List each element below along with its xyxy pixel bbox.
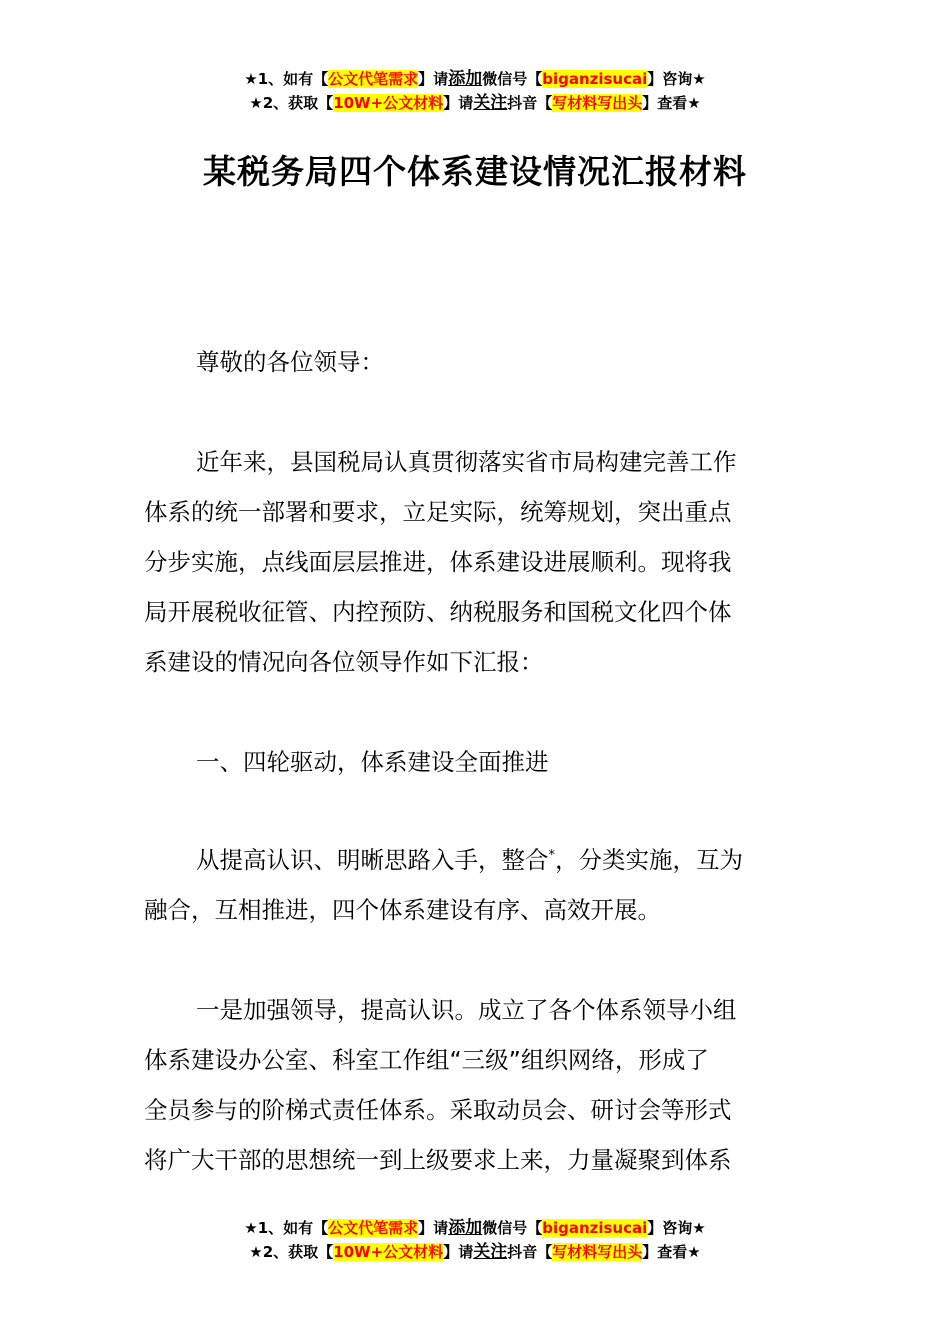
paragraph-line: 近年来，县国税局认真贯彻落实省市局构建完善工作 [196, 448, 737, 476]
banner-text: 】咨询★ [647, 1219, 706, 1237]
paragraph-text: ，分类实施，互为 [555, 846, 743, 874]
highlight-service: 公文代笔需求 [328, 70, 419, 88]
highlight-douyin-id: 写材料写出头 [552, 1243, 643, 1261]
paragraph-line: 系建设的情况向各位领导作如下汇报： [144, 648, 544, 676]
banner-text: 】请 [443, 94, 474, 112]
footer-banner [0, 1216, 950, 1264]
banner-text: ★2、获取【 [249, 94, 334, 112]
highlight-service: 公文代笔需求 [328, 1219, 419, 1237]
banner-line-2 [0, 1240, 950, 1264]
paragraph-approach [144, 835, 809, 935]
banner-text: 微信号【 [482, 1219, 543, 1237]
banner-text: 抖音【 [507, 94, 553, 112]
banner-text: ★2、获取【 [249, 1243, 334, 1261]
paragraph-intro [144, 437, 809, 687]
paragraph-leadership [144, 985, 809, 1185]
underlined-action: 关注 [473, 1242, 508, 1262]
header-banner [0, 67, 950, 115]
document-title: 某税务局四个体系建设情况汇报材料 [203, 152, 747, 191]
highlight-douyin-id: 写材料写出头 [552, 94, 643, 112]
highlight-materials: 10W+公文材料 [333, 1243, 444, 1261]
banner-text: 】请 [418, 1219, 449, 1237]
paragraph-line: 体系建设办公室、科室工作组“三级”组织网络，形成了 [144, 1046, 709, 1074]
paragraph-line: 全员参与的阶梯式责任体系。采取动员会、研讨会等形式 [144, 1096, 732, 1124]
banner-text: 】请 [418, 70, 449, 88]
banner-text: 】请 [443, 1243, 474, 1261]
banner-line-1 [0, 1216, 950, 1240]
highlight-wechat-id: biganzisucai [542, 1219, 648, 1237]
banner-text: 】查看★ [642, 94, 701, 112]
banner-line-1 [0, 67, 950, 91]
banner-text: 】查看★ [642, 1243, 701, 1261]
salutation [144, 337, 809, 387]
paragraph-text: 从提高认识、明晰思路入手，整合 [196, 846, 549, 874]
section-heading-text: 一、四轮驱动，体系建设全面推进 [196, 748, 549, 776]
banner-text: ★1、如有【 [244, 70, 329, 88]
paragraph-line: 融合，互相推进，四个体系建设有序、高效开展。 [144, 896, 661, 924]
footnote-mark: * [548, 848, 555, 864]
paragraph-line: 一是加强领导，提高认识。成立了各个体系领导小组 [196, 996, 737, 1024]
underlined-action: 添加 [448, 1218, 483, 1238]
underlined-action: 添加 [448, 69, 483, 89]
section-heading [144, 737, 809, 787]
paragraph-line: 局开展税收征管、内控预防、纳税服务和国税文化四个体 [144, 598, 732, 626]
paragraph-line [144, 835, 809, 885]
banner-text: 】咨询★ [647, 70, 706, 88]
highlight-materials: 10W+公文材料 [333, 94, 444, 112]
banner-line-2 [0, 91, 950, 115]
paragraph-line: 分步实施，点线面层层推进，体系建设进展顺利。现将我 [144, 548, 732, 576]
paragraph-line: 体系的统一部署和要求，立足实际，统筹规划，突出重点 [144, 498, 732, 526]
underlined-action: 关注 [473, 93, 508, 113]
banner-text: 微信号【 [482, 70, 543, 88]
salutation-text: 尊敬的各位领导： [196, 348, 384, 376]
banner-text: 抖音【 [507, 1243, 553, 1261]
banner-text: ★1、如有【 [244, 1219, 329, 1237]
highlight-wechat-id: biganzisucai [542, 70, 648, 88]
paragraph-line: 将广大干部的思想统一到上级要求上来，力量凝聚到体系 [144, 1146, 732, 1174]
